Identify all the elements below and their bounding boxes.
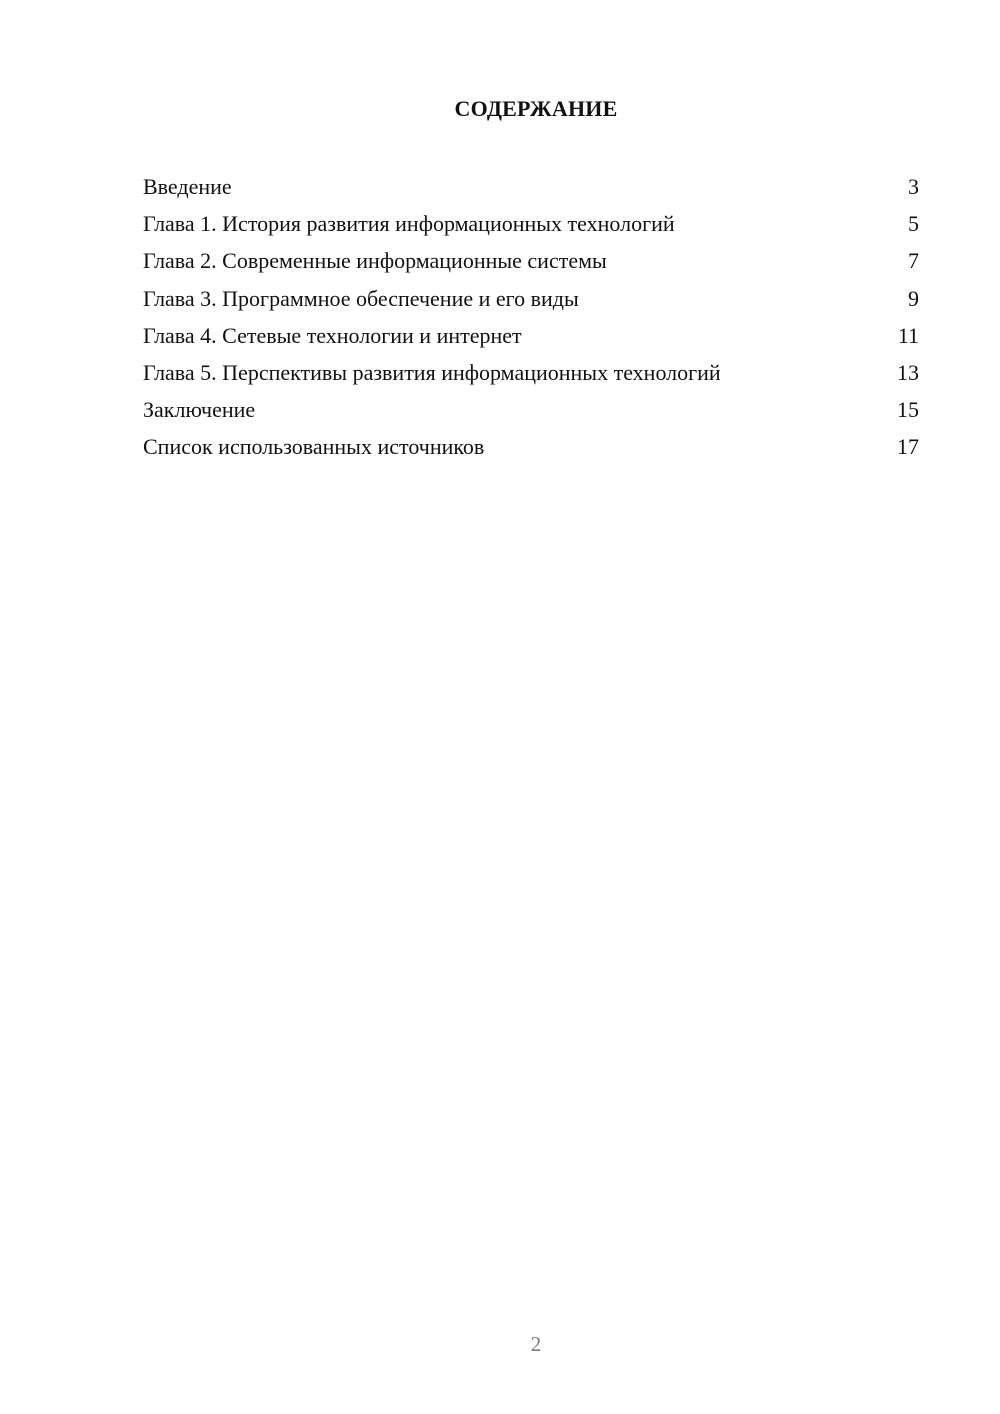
toc-item-chapter-2 — [143, 242, 919, 279]
toc-item-page: 11 — [897, 322, 919, 348]
toc-item-introduction — [143, 168, 919, 205]
toc-item-page: 17 — [897, 434, 919, 460]
toc-item-page: 13 — [897, 359, 919, 385]
toc-item-page: 3 — [908, 174, 919, 199]
toc-item-chapter-5 — [143, 354, 919, 391]
toc-item-label: Введение — [143, 174, 232, 199]
toc-item-label: Глава 3. Программное обеспечение и его виды — [143, 285, 579, 311]
toc-item-conclusion — [143, 391, 919, 428]
toc-item-label: Заключение — [143, 397, 256, 423]
toc-item-page: 7 — [908, 248, 919, 274]
toc-item-chapter-4 — [143, 317, 919, 354]
toc-item-page: 5 — [908, 211, 919, 237]
toc-item-page: 9 — [908, 285, 919, 311]
toc-item-references — [143, 428, 919, 465]
toc-item-label: Глава 5. Перспективы развития информационных технологий — [143, 359, 721, 385]
toc-item-label: Глава 2. Современные информационные системы — [143, 248, 607, 274]
toc-item-label: Глава 1. История развития информационных технологий — [143, 211, 675, 237]
toc-item-page: 15 — [897, 397, 919, 423]
page-number: 2 — [530, 1332, 542, 1356]
table-of-contents — [143, 168, 919, 466]
toc-item-chapter-1 — [143, 205, 919, 242]
toc-title: СОДЕРЖАНИЕ — [454, 96, 618, 121]
toc-item-chapter-3 — [143, 280, 919, 317]
toc-item-label: Список использованных источников — [143, 434, 485, 460]
toc-item-label: Глава 4. Сетевые технологии и интернет — [143, 322, 522, 348]
